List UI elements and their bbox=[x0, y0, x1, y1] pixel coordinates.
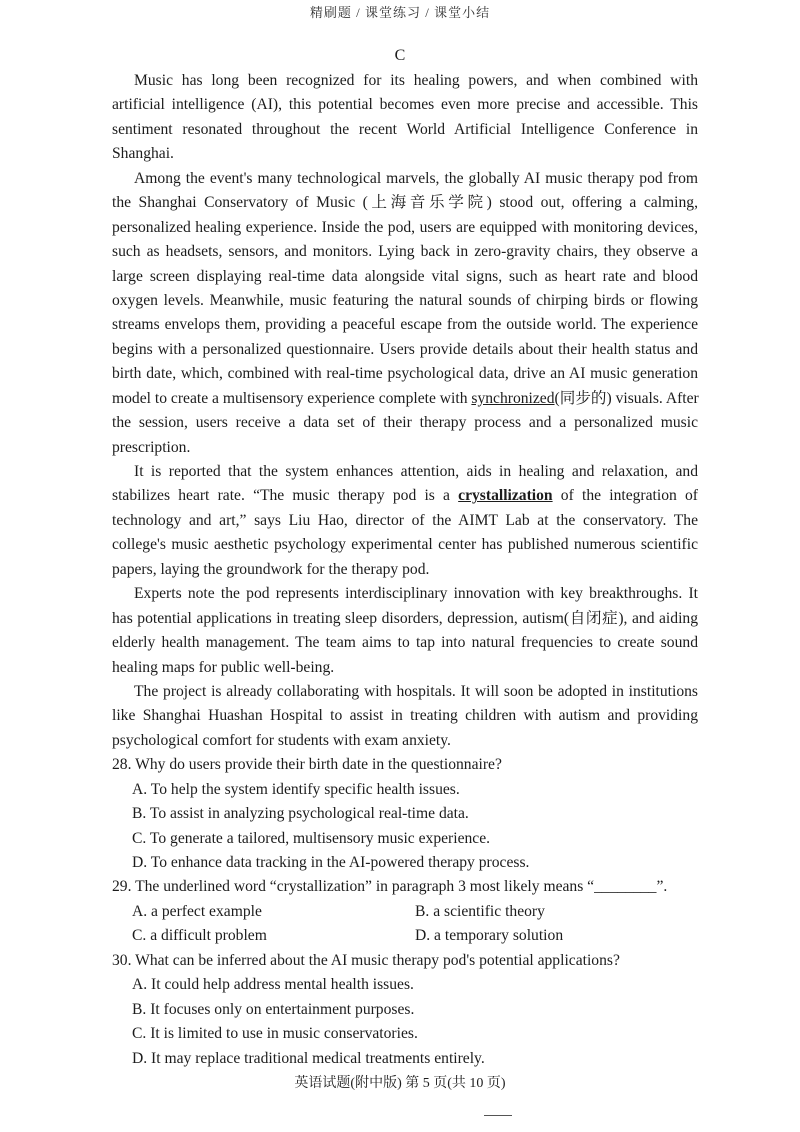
text-line: birth date, which, combined with real-time psychological data, drive an AI music generation bbox=[112, 365, 698, 383]
question-29 bbox=[112, 875, 698, 948]
text-line: college's music aesthetic psychology experimental center has published numerous scientific bbox=[112, 536, 698, 554]
text-line: personalized healing experience. Inside the pod, users are equipped with monitoring devices, bbox=[112, 218, 698, 236]
question-stem: 29. The underlined word “crystallization” in paragraph 3 most likely means “________”. bbox=[112, 878, 668, 896]
paragraph-2 bbox=[112, 167, 698, 460]
option-a: A. To help the system identify specific health issues. bbox=[132, 780, 460, 798]
text-line: artificial intelligence (AI), this potential becomes even more precise and accessible. This bbox=[112, 96, 698, 114]
underlined-word: synchronized bbox=[471, 389, 555, 407]
text-line: oxygen levels. Meanwhile, music featuring the natural sounds of chirping birds or flowing bbox=[112, 291, 698, 309]
option-c: C. a difficult problem bbox=[132, 927, 267, 945]
text-line: sentiment resonated throughout the recent World Artificial Intelligence Conference in bbox=[112, 120, 698, 138]
text-line: elderly health management. The team aims to tap into natural frequencies to create sound bbox=[112, 634, 698, 652]
option-d: D. It may replace traditional medical treatments entirely. bbox=[132, 1049, 485, 1067]
text-line: streams envelops them, providing a peaceful escape from the outside world. The experience bbox=[112, 316, 698, 334]
option-a: A. a perfect example bbox=[132, 902, 262, 920]
paragraph-1 bbox=[112, 69, 698, 167]
question-30 bbox=[112, 949, 698, 1071]
page-footer: 英语试题(附中版) 第 5 页(共 10 页) bbox=[294, 1076, 506, 1091]
text-line: the session, users receive a data set of their therapy process and a personalized music bbox=[112, 414, 698, 432]
text-line bbox=[112, 387, 698, 411]
paragraph-4 bbox=[112, 582, 698, 680]
text-line: papers, laying the groundwork for the therapy pod. bbox=[112, 560, 430, 578]
text-line bbox=[112, 484, 698, 508]
question-stem: 28. Why do users provide their birth date in the questionnaire? bbox=[112, 756, 502, 774]
option-b: B. To assist in analyzing psychological real-time data. bbox=[132, 805, 469, 823]
text-line: prescription. bbox=[112, 438, 191, 456]
text-line: large screen displaying real-time data alongside vital signs, such as heart rate and blood bbox=[112, 267, 698, 285]
option-b: B. It focuses only on entertainment purposes. bbox=[132, 1000, 415, 1018]
section-title: C bbox=[394, 47, 406, 64]
text-segment: stabilizes heart rate. “The music therapy pod is a bbox=[112, 487, 459, 505]
text-segment: (同步的) visuals. After bbox=[554, 389, 699, 407]
question-28 bbox=[112, 753, 698, 875]
option-d: D. a temporary solution bbox=[415, 927, 564, 945]
text-segment: of the integration of bbox=[552, 487, 698, 505]
text-segment: model to create a multisensory experience complete with bbox=[112, 389, 472, 407]
text-line: Music has long been recognized for its healing powers, and when combined with bbox=[134, 72, 698, 89]
text-line: has potential applications in treating sleep disorders, depression, autism(自闭症), and aiding bbox=[112, 609, 698, 627]
questions bbox=[112, 753, 698, 1071]
reading-passage bbox=[112, 69, 698, 753]
option-d: D. To enhance data tracking in the AI-powered therapy process. bbox=[132, 854, 530, 871]
text-line: technology and art,” says Liu Hao, director of the AIMT Lab at the conservatory. The bbox=[112, 511, 698, 529]
text-line: The project is already collaborating with hospitals. It will soon be adopted in institutions bbox=[134, 682, 698, 700]
text-line: healing maps for public well-being. bbox=[112, 658, 335, 676]
text-line: Shanghai. bbox=[112, 145, 174, 163]
paragraph-5 bbox=[112, 680, 698, 753]
page-header: 精刷题 / 课堂练习 / 课堂小结 bbox=[309, 5, 491, 20]
question-stem: 30. What can be inferred about the AI music therapy pod's potential applications? bbox=[112, 951, 620, 969]
divider bbox=[484, 1115, 512, 1116]
text-line: begins with a personalized questionnaire. Users provide details about their health status and bbox=[112, 340, 698, 358]
text-line: such as headsets, sensors, and monitors. Lying back in zero-gravity chairs, they observe a bbox=[112, 243, 698, 261]
document-body bbox=[112, 69, 698, 1071]
underlined-word: crystallization bbox=[458, 487, 553, 505]
text-line: Among the event's many technological marvels, the globally AI music therapy pod from bbox=[134, 169, 698, 187]
text-line: the Shanghai Conservatory of Music (上海音乐学院) stood out, offering a calming, bbox=[112, 194, 698, 212]
option-c: C. To generate a tailored, multisensory music experience. bbox=[132, 829, 491, 847]
option-a: A. It could help address mental health issues. bbox=[132, 976, 414, 994]
paragraph-3 bbox=[112, 460, 698, 582]
option-b: B. a scientific theory bbox=[415, 902, 545, 920]
text-line: Experts note the pod represents interdisciplinary innovation with key breakthroughs. It bbox=[134, 585, 698, 603]
option-c: C. It is limited to use in music conservatories. bbox=[132, 1025, 418, 1043]
text-line: like Shanghai Huashan Hospital to assist in treating children with autism and providing bbox=[112, 707, 698, 725]
text-line: psychological comfort for students with exam anxiety. bbox=[112, 731, 451, 749]
text-line: It is reported that the system enhances attention, aids in healing and relaxation, and bbox=[134, 463, 698, 480]
